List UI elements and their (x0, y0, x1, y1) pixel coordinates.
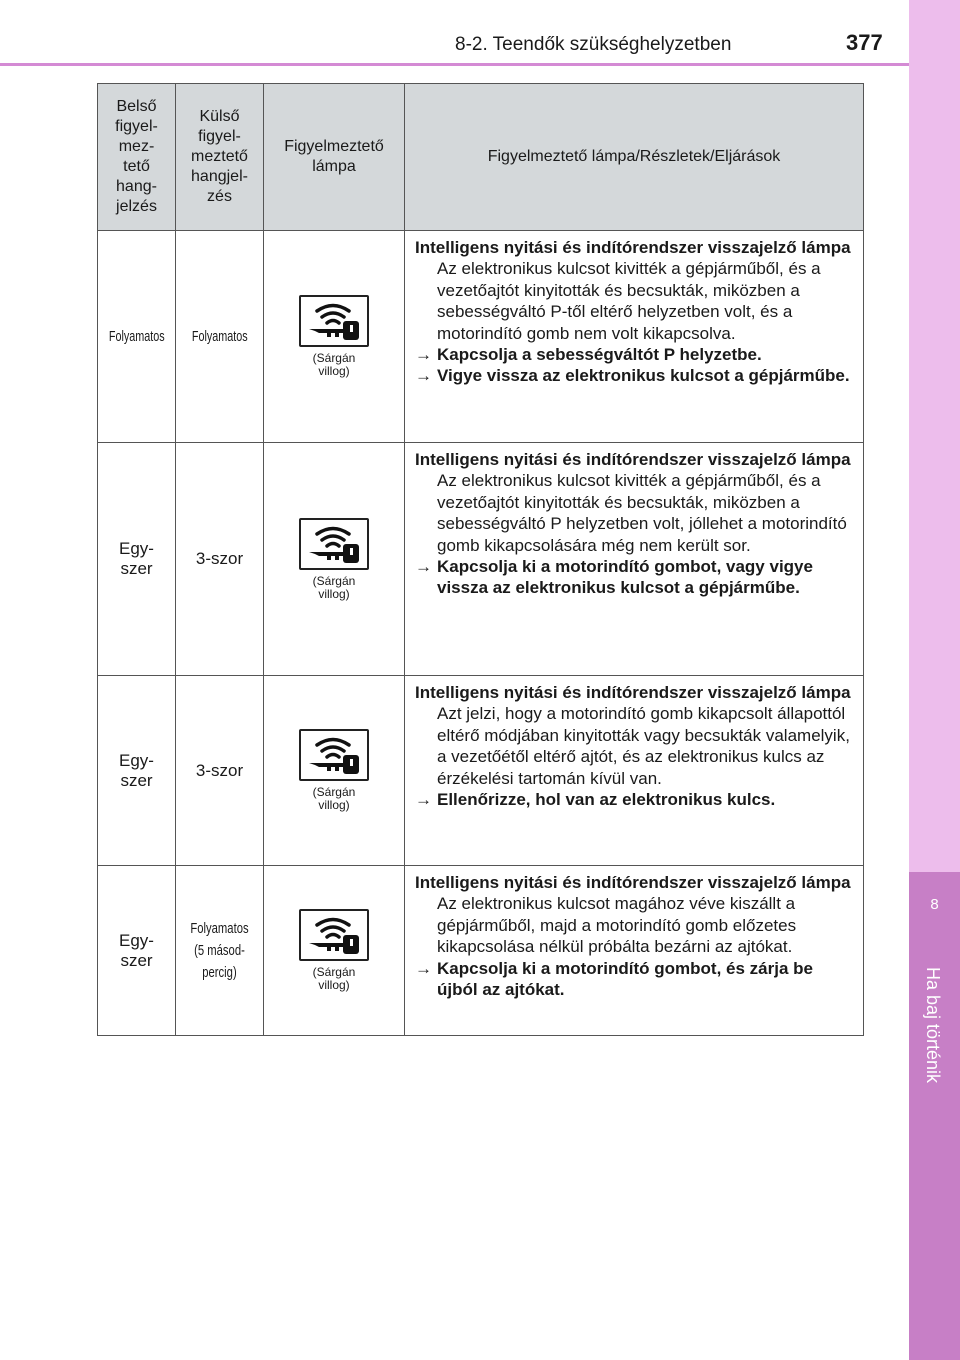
details-cell (405, 231, 864, 443)
arrow-icon: → (415, 366, 432, 386)
table-row (98, 676, 864, 866)
electronic-key-indicator-icon (299, 909, 369, 961)
detail-title: Intelligens nyitási és indítórendszer visszajelző lámpa (415, 873, 851, 892)
detail-body: Azt jelzi, hogy a motorindító gomb kikapcsolt állapottól eltérő módjában kinyitották vagy becsukták valamelyik, a vezetőétől eltérő ajtót, és az elektronikus kulcs az érzékelési tartomán kívül van. (437, 704, 850, 788)
details-cell (405, 443, 864, 676)
procedure-step: → Vigye vissza az elektronikus kulcsot a gépjárműbe. (415, 366, 850, 386)
external-buzzer-cell: 3-szor (176, 676, 264, 866)
header-details: Figyelmeztető lámpa/Részletek/Eljárások (405, 84, 864, 231)
warning-table (97, 83, 864, 1036)
details-cell (405, 866, 864, 1036)
electronic-key-indicator-icon (299, 518, 369, 570)
lamp-cell (264, 676, 405, 866)
table-header-row (98, 84, 864, 231)
table-row (98, 231, 864, 443)
detail-title: Intelligens nyitási és indítórendszer visszajelző lámpa (415, 238, 851, 257)
procedure-step: → Kapcsolja ki a motorindító gombot, és zárja be újból az ajtókat. (415, 958, 813, 1000)
chapter-number: 8 (930, 896, 939, 913)
internal-buzzer-cell: Egy- szer (98, 676, 176, 866)
header-internal-buzzer: Belső figyel- mez- tető hang- jelzés (98, 84, 176, 231)
lamp-caption: (Sárgán villog) (312, 573, 356, 601)
details-cell (405, 676, 864, 866)
internal-buzzer-cell: Egy- szer (98, 866, 176, 1036)
detail-body: Az elektronikus kulcsot kivitték a gépjárműből, és a vezetőajtót kinyitották és becsukták, miközben a sebességváltó P helyzetben volt, jóllehet a motorindító gomb kikapcsolására még nem került sor. (437, 471, 847, 555)
detail-body: Az elektronikus kulcsot kivitték a gépjárműből, és a vezetőajtót kinyitották és becsukták, miközben a sebességváltó P-től eltérő helyzetben volt, és a motorindító gomb nem volt kikapcsolva. (437, 259, 821, 343)
electronic-key-indicator-icon (299, 729, 369, 781)
internal-buzzer-cell: Egy- szer (98, 443, 176, 676)
table-row (98, 443, 864, 676)
procedure-step: → Kapcsolja ki a motorindító gombot, vagy vigye vissza az elektronikus kulcsot a gépjárműbe. (415, 557, 813, 598)
page-number: 377 (846, 30, 883, 55)
detail-title: Intelligens nyitási és indítórendszer visszajelző lámpa (415, 683, 851, 702)
header-warning-lamp: Figyelmeztető lámpa (264, 84, 405, 231)
lamp-caption: (Sárgán villog) (312, 785, 356, 812)
header-external-buzzer: Külső figyel- meztető hangjel- zés (176, 84, 264, 231)
arrow-icon: → (415, 958, 432, 978)
procedure-step: → Ellenőrizze, hol van az elektronikus kulcs. (415, 790, 776, 810)
external-buzzer-cell: Folyamatos (176, 231, 264, 443)
detail-title: Intelligens nyitási és indítórendszer visszajelző lámpa (415, 450, 851, 469)
lamp-cell (264, 443, 405, 676)
external-buzzer-cell: Folyamatos (5 másod- percig) (176, 866, 264, 1036)
electronic-key-indicator-icon (299, 295, 369, 347)
lamp-caption: (Sárgán villog) (312, 965, 356, 992)
procedure-step: → Kapcsolja a sebességváltót P helyzetbe. (415, 345, 762, 365)
chapter-title: Ha baj történik (923, 967, 943, 1084)
arrow-icon: → (415, 345, 432, 365)
page-header-title: 8-2. Teendők szükséghelyzetben (455, 34, 732, 55)
arrow-icon: → (415, 790, 432, 810)
lamp-cell (264, 231, 405, 443)
header-divider (0, 63, 909, 66)
chapter-tab (909, 872, 960, 1360)
arrow-icon: → (415, 557, 432, 577)
lamp-caption: (Sárgán villog) (312, 351, 356, 378)
lamp-cell (264, 866, 405, 1036)
table-row (98, 866, 864, 1036)
external-buzzer-cell: 3-szor (176, 443, 264, 676)
detail-body: Az elektronikus kulcsot magához véve kiszállt a gépjárműből, majd a motorindító gomb előzetes kikapcsolása nélkül próbálta bezárni az ajtókat. (437, 894, 797, 957)
internal-buzzer-cell: Folyamatos (98, 231, 176, 443)
